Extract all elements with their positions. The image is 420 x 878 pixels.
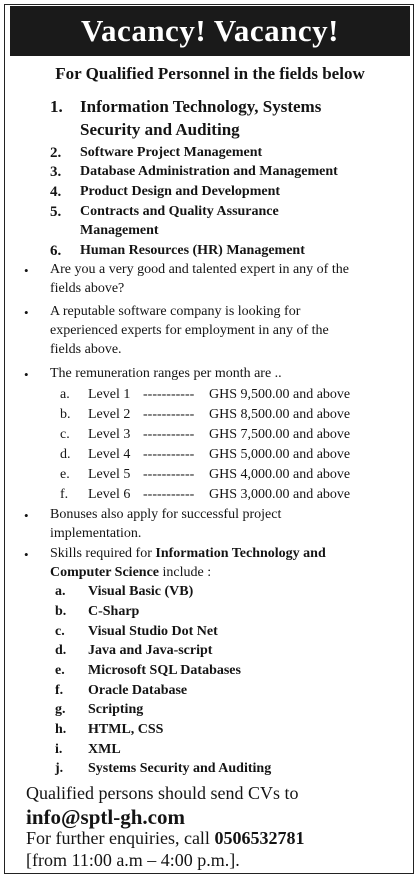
- level-amount: GHS 7,500.00 and above: [209, 427, 351, 442]
- skills-intro-bold: Information Technology and: [155, 546, 326, 561]
- skills-intro-suffix: include :: [159, 565, 212, 580]
- level-letter: f.: [60, 487, 69, 502]
- level-name: Level 4: [88, 447, 131, 462]
- level-dashes: -----------: [143, 427, 195, 442]
- skill-item: Microsoft SQL Databases: [88, 663, 241, 678]
- level-dashes: -----------: [143, 467, 195, 482]
- skill-letter: j.: [55, 761, 64, 776]
- bullet-text: experienced experts for employment in any of the: [50, 323, 329, 338]
- level-amount: GHS 3,000.00 and above: [209, 487, 351, 502]
- level-amount: GHS 9,500.00 and above: [209, 387, 351, 402]
- bullet-icon: •: [24, 305, 29, 320]
- level-dashes: -----------: [143, 407, 195, 422]
- field-text: Management: [80, 223, 159, 238]
- skill-item: Oracle Database: [88, 683, 188, 698]
- skills-intro-prefix: Skills required for: [50, 546, 156, 561]
- level-letter: e.: [60, 467, 70, 482]
- level-letter: a.: [60, 387, 70, 402]
- skills-intro-line: [50, 565, 211, 581]
- level-dashes: -----------: [143, 487, 195, 502]
- level-amount: GHS 8,500.00 and above: [209, 407, 351, 422]
- bullet-text: implementation.: [50, 526, 142, 541]
- field-number: 5.: [50, 204, 62, 220]
- skill-letter: f.: [55, 683, 64, 698]
- enquiries-prefix: For further enquiries, call: [26, 828, 215, 848]
- skill-item: HTML, CSS: [88, 722, 164, 737]
- skill-letter: b.: [55, 604, 67, 619]
- skill-item: C-Sharp: [88, 604, 140, 619]
- skills-intro-bold: Computer Science: [50, 565, 159, 580]
- bullet-icon: •: [24, 263, 29, 278]
- footer-hours: [from 11:00 a.m – 4:00 p.m.].: [26, 850, 240, 870]
- bullet-icon: •: [24, 547, 29, 562]
- skill-item: Scripting: [88, 702, 144, 717]
- field-text: Database Administration and Management: [80, 164, 338, 179]
- field-text: Contracts and Quality Assurance: [80, 204, 279, 219]
- skill-item: Java and Java-script: [88, 643, 213, 658]
- field-number: 6.: [50, 243, 62, 259]
- skill-letter: a.: [55, 584, 66, 599]
- bullet-icon: •: [24, 508, 29, 523]
- level-letter: c.: [60, 427, 70, 442]
- level-letter: b.: [60, 407, 71, 422]
- level-name: Level 5: [88, 467, 131, 482]
- field-number: 3.: [50, 164, 62, 180]
- skill-letter: c.: [55, 624, 65, 639]
- field-number: 4.: [50, 184, 62, 200]
- vacancy-banner: Vacancy! Vacancy!: [10, 6, 410, 56]
- level-letter: d.: [60, 447, 71, 462]
- level-name: Level 6: [88, 487, 131, 502]
- skill-letter: d.: [55, 643, 67, 658]
- field-number: 1.: [50, 97, 63, 116]
- level-dashes: -----------: [143, 447, 195, 462]
- skill-letter: i.: [55, 742, 63, 757]
- subtitle: For Qualified Personnel in the fields below: [55, 64, 365, 83]
- bullet-text: Bonuses also apply for successful project: [50, 507, 282, 522]
- skill-letter: h.: [55, 722, 67, 737]
- bullet-text: Are you a very good and talented expert in any of the: [50, 262, 349, 277]
- skill-item: XML: [88, 742, 121, 757]
- field-text: Security and Auditing: [80, 120, 240, 139]
- skill-letter: g.: [55, 702, 66, 717]
- footer-enquiries-line: [26, 828, 304, 849]
- skills-intro-line: [50, 546, 326, 562]
- bullet-text: A reputable software company is looking for: [50, 304, 301, 319]
- skill-item: Systems Security and Auditing: [88, 761, 272, 776]
- level-name: Level 3: [88, 427, 131, 442]
- field-text: Product Design and Development: [80, 184, 281, 199]
- skill-item: Visual Basic (VB): [88, 584, 194, 599]
- field-text: Information Technology, Systems: [80, 97, 322, 116]
- level-name: Level 2: [88, 407, 131, 422]
- level-amount: GHS 5,000.00 and above: [209, 447, 351, 462]
- skill-item: Visual Studio Dot Net: [88, 624, 218, 639]
- bullet-text: fields above?: [50, 281, 125, 296]
- field-text: Human Resources (HR) Management: [80, 243, 305, 258]
- footer-cv-line: Qualified persons should send CVs to: [26, 783, 299, 803]
- bullet-icon: •: [24, 367, 29, 382]
- bullet-text: The remuneration ranges per month are ..: [50, 366, 282, 381]
- contact-email[interactable]: info@sptl-gh.com: [26, 805, 185, 829]
- field-number: 2.: [50, 145, 62, 161]
- skill-letter: e.: [55, 663, 65, 678]
- contact-phone[interactable]: 0506532781: [214, 828, 305, 848]
- level-dashes: -----------: [143, 387, 195, 402]
- level-amount: GHS 4,000.00 and above: [209, 467, 351, 482]
- level-name: Level 1: [88, 387, 131, 402]
- field-text: Software Project Management: [80, 145, 263, 160]
- bullet-text: fields above.: [50, 342, 122, 357]
